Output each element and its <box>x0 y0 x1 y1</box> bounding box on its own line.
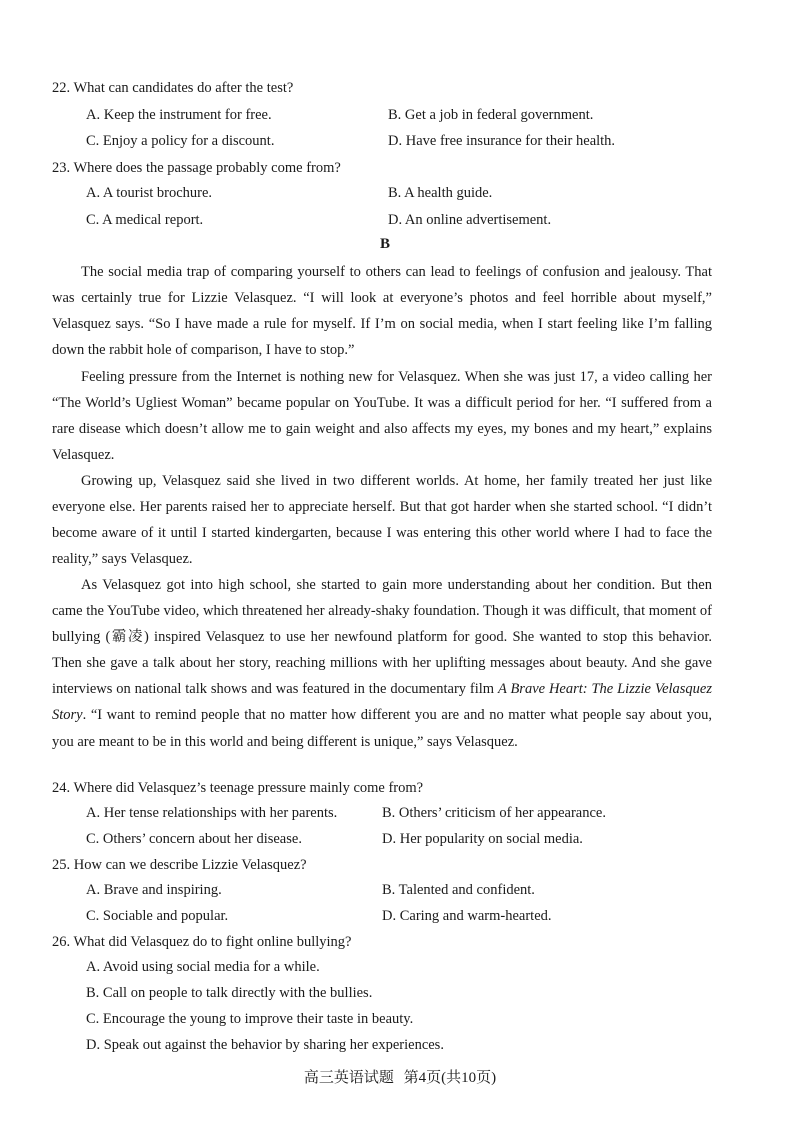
q26-option-a: A. Avoid using social media for a while. <box>86 959 320 975</box>
q24-stem: 24. Where did Velasquez’s teenage pressure mainly come from? <box>52 780 424 796</box>
passage-paragraph-4 <box>52 572 712 755</box>
q23-option-a: A. A tourist brochure. <box>86 185 213 201</box>
q23-option-b: B. A health guide. <box>388 185 493 201</box>
q22-stem: 22. What can candidates do after the test? <box>52 80 294 96</box>
q22-option-b: B. Get a job in federal government. <box>388 107 594 123</box>
q25-option-c: C. Sociable and popular. <box>86 908 229 924</box>
q25-option-d: D. Caring and warm-hearted. <box>382 908 552 924</box>
q24-option-d: D. Her popularity on social media. <box>382 831 583 847</box>
q26-stem: 26. What did Velasquez do to fight online bullying? <box>52 934 352 950</box>
passage-paragraph-4-part-2: . “I want to remind people that no matter how different you are and no matter what people say about you, you are meant to be in this world and being different is unique,” says Velasquez. <box>52 707 712 750</box>
footer-page-number: 第4页(共10页) <box>403 1070 497 1086</box>
passage-paragraph-1: The social media trap of comparing yourself to others can lead to feelings of confusion and jealousy. That was certainly true for Lizzie Velasquez. “I will look at everyone’s photos and feel horrible about myself,” Velasquez says. “So I have made a rule for myself. If I’m on social media, when I start feeling like I’m falling down the rabbit hole of comparison, I have to stop.” <box>52 264 712 359</box>
q26-option-c: C. Encourage the young to improve their taste in beauty. <box>86 1011 414 1027</box>
section-label: B <box>380 236 391 252</box>
q26-option-d: D. Speak out against the behavior by sharing her experiences. <box>86 1037 444 1053</box>
q24-option-b: B. Others’ criticism of her appearance. <box>382 805 606 821</box>
q23-stem: 23. Where does the passage probably come from? <box>52 160 341 176</box>
q22-option-d: D. Have free insurance for their health. <box>388 133 616 149</box>
passage-paragraph-2: Feeling pressure from the Internet is nothing new for Velasquez. When she was just 17, a video calling her “The World’s Ugliest Woman” became popular on YouTube. It was a difficult period for her. “I suffered from a rare disease which doesn’t allow me to gain weight and also affects my eyes, my bones and my heart,” explains Velasquez. <box>52 369 712 464</box>
q25-option-b: B. Talented and confident. <box>382 882 535 898</box>
q22-option-c: C. Enjoy a policy for a discount. <box>86 133 275 149</box>
q22-option-a: A. Keep the instrument for free. <box>86 107 272 123</box>
q26-option-b: B. Call on people to talk directly with the bullies. <box>86 985 373 1001</box>
page-footer <box>0 1066 800 1087</box>
q25-stem: 25. How can we describe Lizzie Velasquez? <box>52 857 307 873</box>
footer-title: 高三英语试题 <box>303 1070 394 1086</box>
q23-option-d: D. An online advertisement. <box>388 212 552 228</box>
q25-option-a: A. Brave and inspiring. <box>86 882 222 898</box>
q24-option-a: A. Her tense relationships with her parents. <box>86 805 338 821</box>
documentary-film-title: A Brave Heart: The Lizzie Velasquez Story <box>52 681 713 724</box>
q24-option-c: C. Others’ concern about her disease. <box>86 831 302 847</box>
q23-option-c: C. A medical report. <box>86 212 204 228</box>
passage-paragraph-4-part-1: As Velasquez got into high school, she started to gain more understanding about her condition. But then came the YouTube video, which threatened her already-shaky foundation. Though it was difficult, that moment of bullying (霸凌) inspired Velasquez to use her newfound platform for good. She wanted to stop this behavior. Then she gave a talk about her story, reaching millions with her uplifting messages about beauty. And she gave interviews on national talk shows and was featured in the documentary film <box>52 577 712 698</box>
passage-paragraph-3: Growing up, Velasquez said she lived in two different worlds. At home, her family treated her just like everyone else. Her parents raised her to appreciate herself. But that got harder when she started school. “I didn’t become aware of it until I started kindergarten, because I was entering this other world where I had to face the reality,” says Velasquez. <box>52 473 712 568</box>
